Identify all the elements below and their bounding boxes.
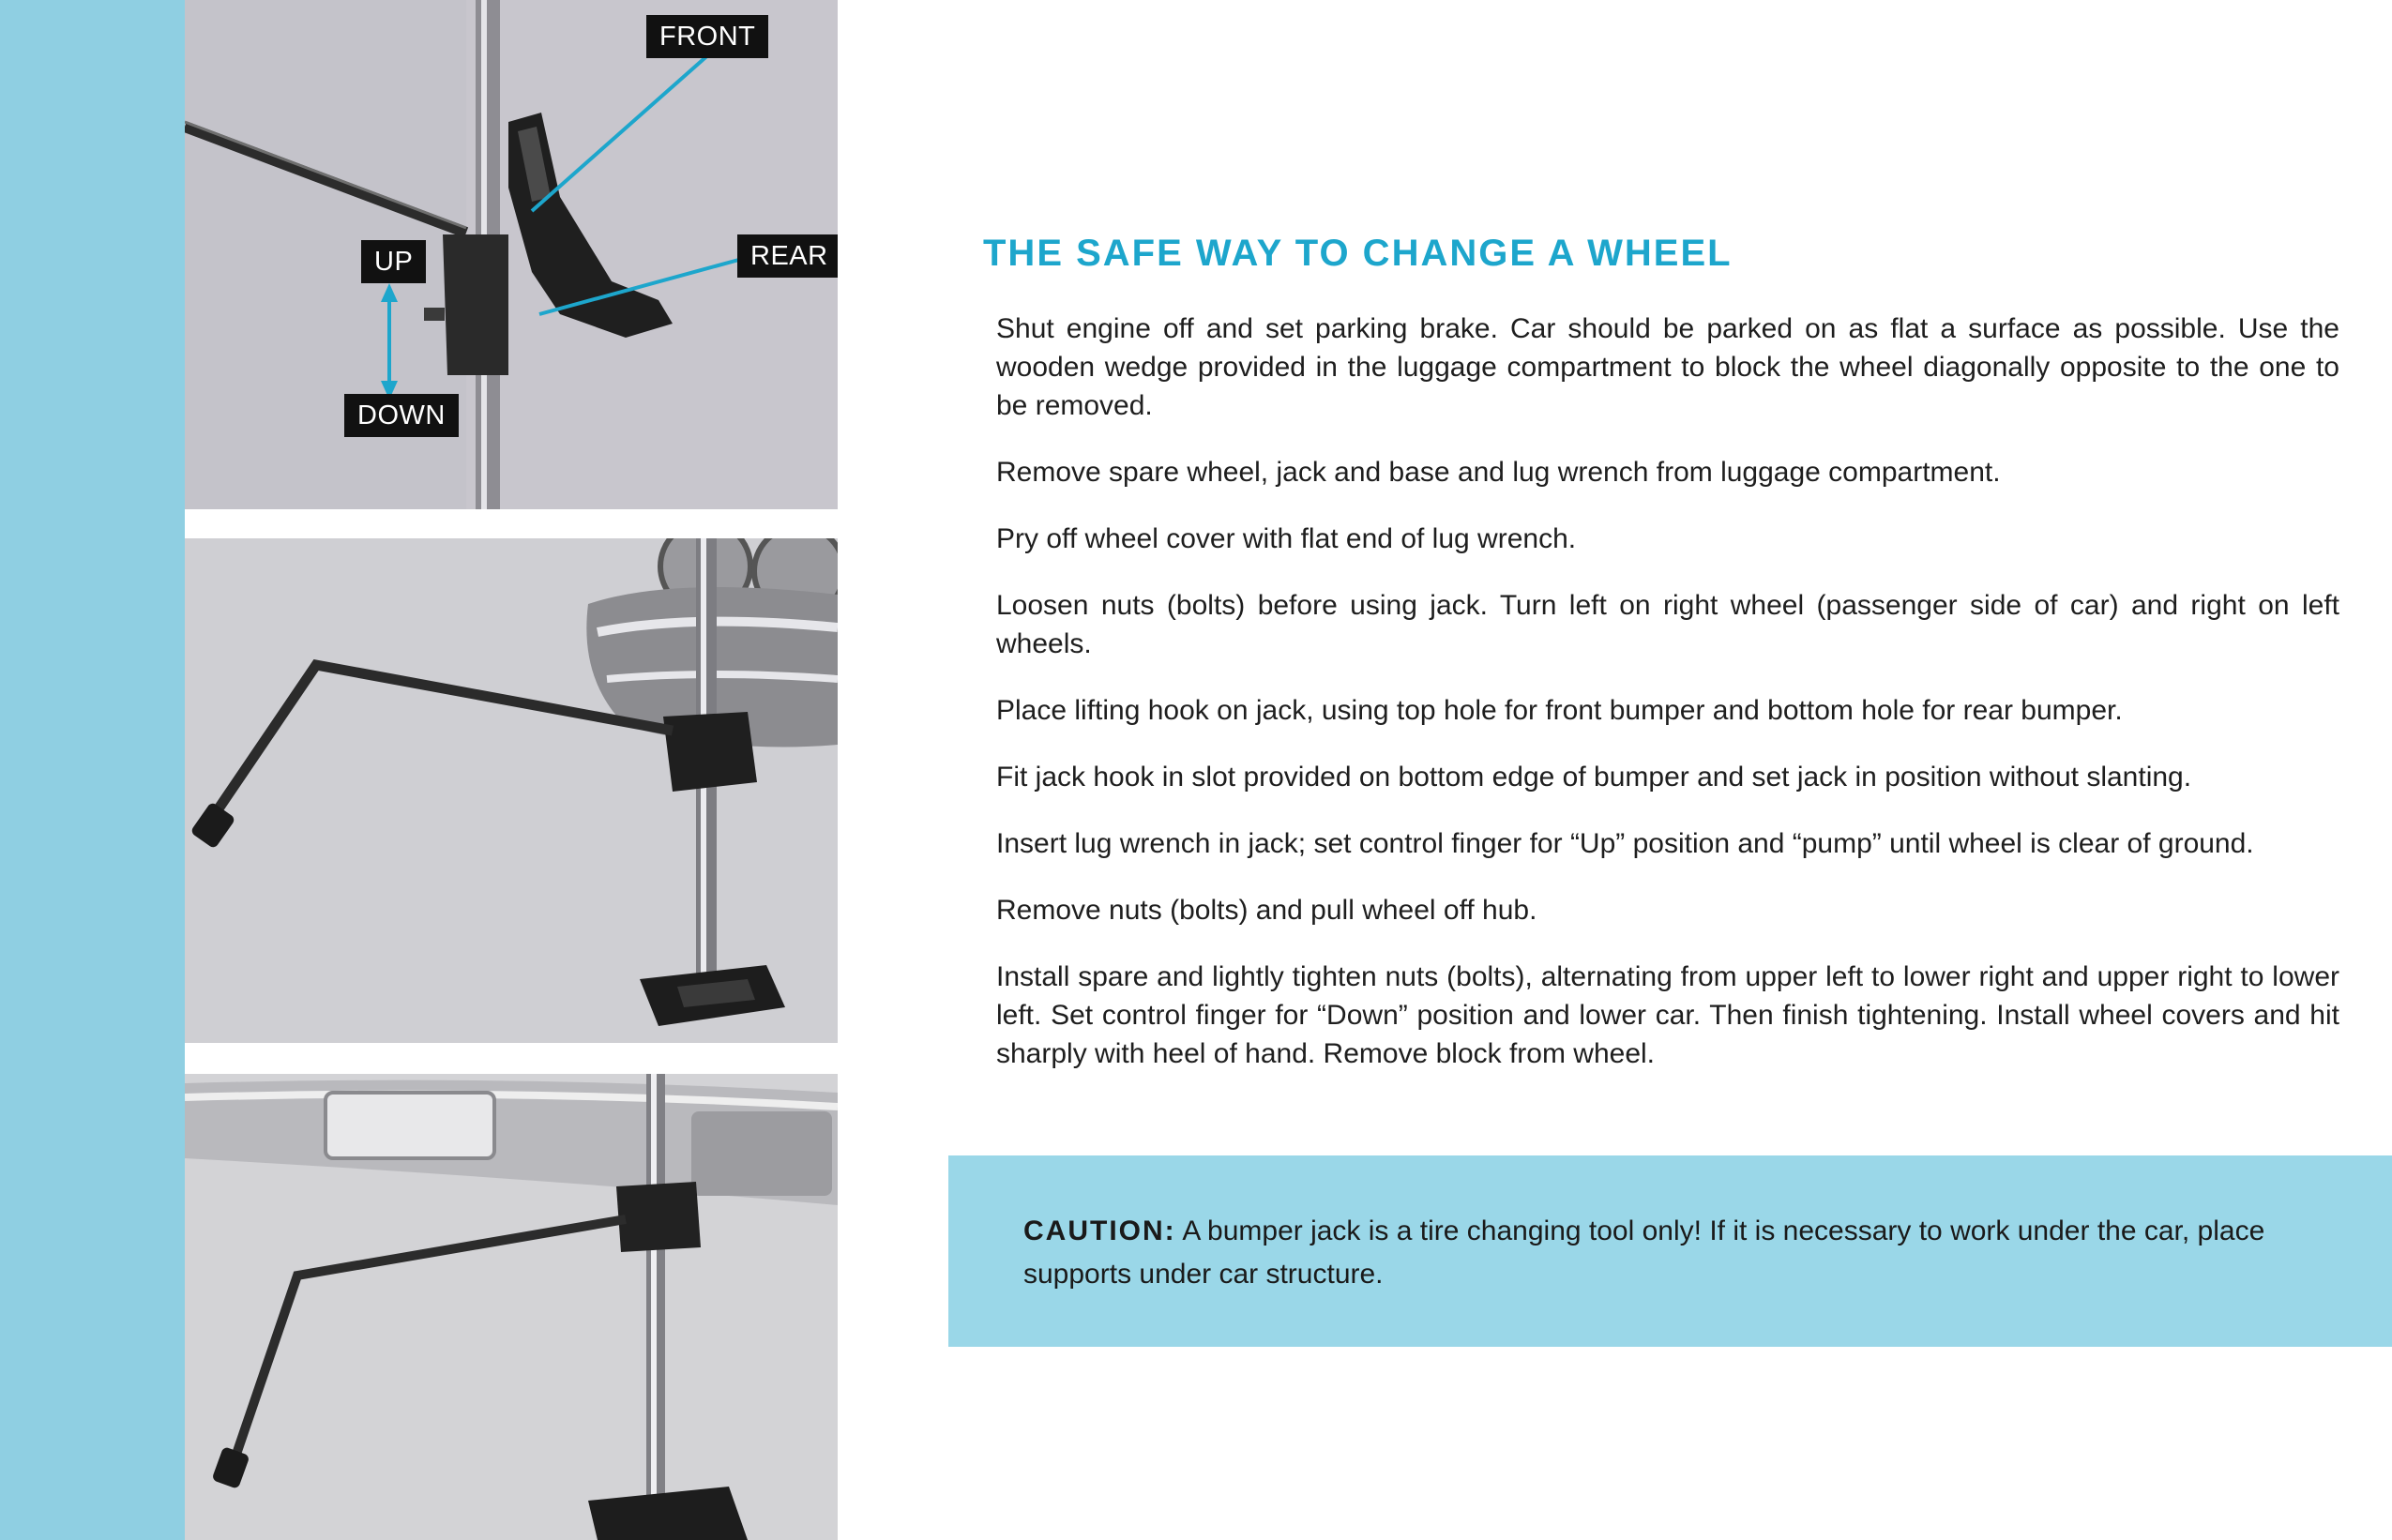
instruction-list bbox=[996, 310, 2339, 1101]
instruction-step: Pry off wheel cover with flat end of lug wrench. bbox=[996, 523, 1577, 554]
instruction-step: Remove nuts (bolts) and pull wheel off hub. bbox=[996, 895, 1537, 926]
caution-text: A bumper jack is a tire changing tool only! If it is necessary to work under the car, place supports under car structure. bbox=[1023, 1215, 2265, 1290]
front-bumper-jack-photo bbox=[185, 538, 838, 1043]
up-label: UP bbox=[361, 240, 426, 283]
rear-bumper-jack-photo bbox=[185, 1074, 838, 1540]
rear-label: REAR bbox=[737, 234, 838, 278]
side-color-strip bbox=[0, 0, 185, 1540]
instruction-step: Shut engine off and set parking brake. Car should be parked on as flat a surface as possible. Use the wooden wedge provided in the luggage compartment to block the wheel diagonally opposite to the one to be removed. bbox=[996, 313, 2339, 421]
instruction-step: Install spare and lightly tighten nuts (bolts), alternating from upper left to lower right and upper right to lower left. Set control finger for “Down” position and lower car. Then finish tightening. Install wheel covers and hit sharply with heel of hand. Remove block from wheel. bbox=[996, 961, 2339, 1069]
instruction-step: Insert lug wrench in jack; set control finger for “Up” position and “pump” until wheel is clear of ground. bbox=[996, 828, 2254, 859]
instruction-step: Loosen nuts (bolts) before using jack. Turn left on right wheel (passenger side of car) and right on left wheels. bbox=[996, 590, 2339, 659]
instruction-step: Place lifting hook on jack, using top hole for front bumper and bottom hole for rear bumper. bbox=[996, 695, 2123, 726]
instruction-step: Remove spare wheel, jack and base and lug wrench from luggage compartment. bbox=[996, 457, 2001, 488]
page-title: THE SAFE WAY TO CHANGE A WHEEL bbox=[983, 233, 1733, 274]
jack-mechanism-photo bbox=[185, 0, 838, 509]
front-bumper-jack-illustration bbox=[185, 538, 838, 1043]
instruction-step: Fit jack hook in slot provided on bottom edge of bumper and set jack in position without slanting. bbox=[996, 762, 2192, 793]
down-label: DOWN bbox=[344, 394, 459, 437]
rear-bumper-jack-illustration bbox=[185, 1074, 838, 1540]
caution-label: CAUTION: bbox=[1023, 1215, 1176, 1246]
caution-box bbox=[948, 1155, 2392, 1347]
caution-message bbox=[1023, 1210, 2337, 1296]
front-label: FRONT bbox=[646, 15, 768, 58]
